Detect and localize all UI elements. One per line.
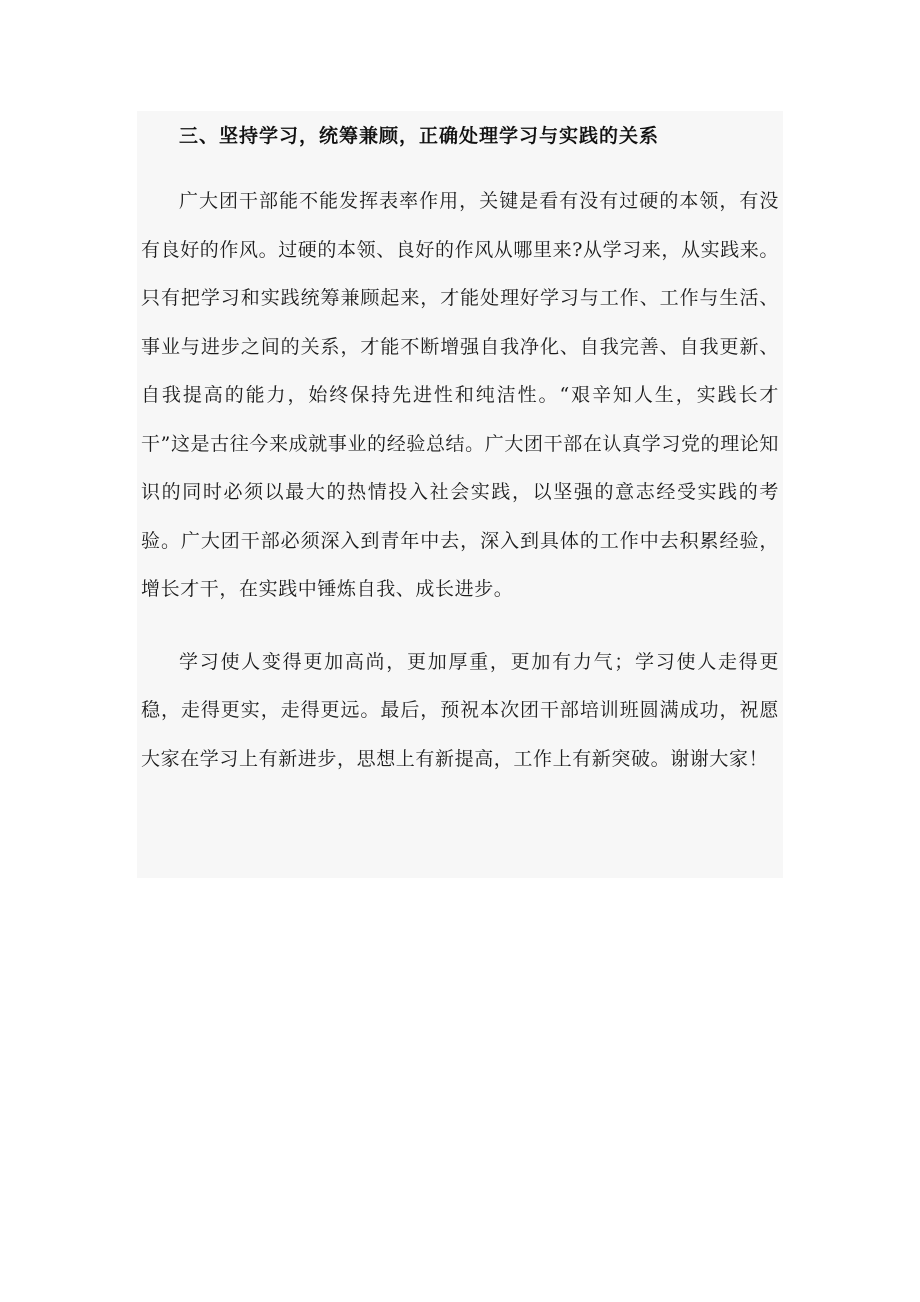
section-heading: 三、坚持学习，统筹兼顾，正确处理学习与实践的关系 xyxy=(179,125,660,147)
document-text-block xyxy=(137,111,783,878)
body-paragraph-practice: 广大团干部能不能发挥表率作用，关键是看有没有过硬的本领，有没有良好的作风。过硬的本领、良好的作风从哪里来?从学习来，从实践来。只有把学习和实践统筹兼顾起来，才能处理好学习与工作、工作与生活、事业与进步之间的关系，才能不断增强自我净化、自我完善、自我更新、自我提高的能力，始终保持先进性和纯洁性。“艰辛知人生，实践长才干”这是古往今来成就事业的经验总结。广大团干部在认真学习党的理论知识的同时必须以最大的热情投入社会实践，以坚强的意志经受实践的考验。广大团干部必须深入到青年中去，深入到具体的工作中去积累经验，增长才干，在实践中锤炼自我、成长进步。 xyxy=(141,190,779,600)
body-paragraph-closing: 学习使人变得更加高尚，更加厚重，更加有力气；学习使人走得更稳，走得更实，走得更远。最后，预祝本次团干部培训班圆满成功，祝愿大家在学习上有新进步，思想上有新提高，工作上有新突破。谢谢大家！ xyxy=(141,650,779,770)
